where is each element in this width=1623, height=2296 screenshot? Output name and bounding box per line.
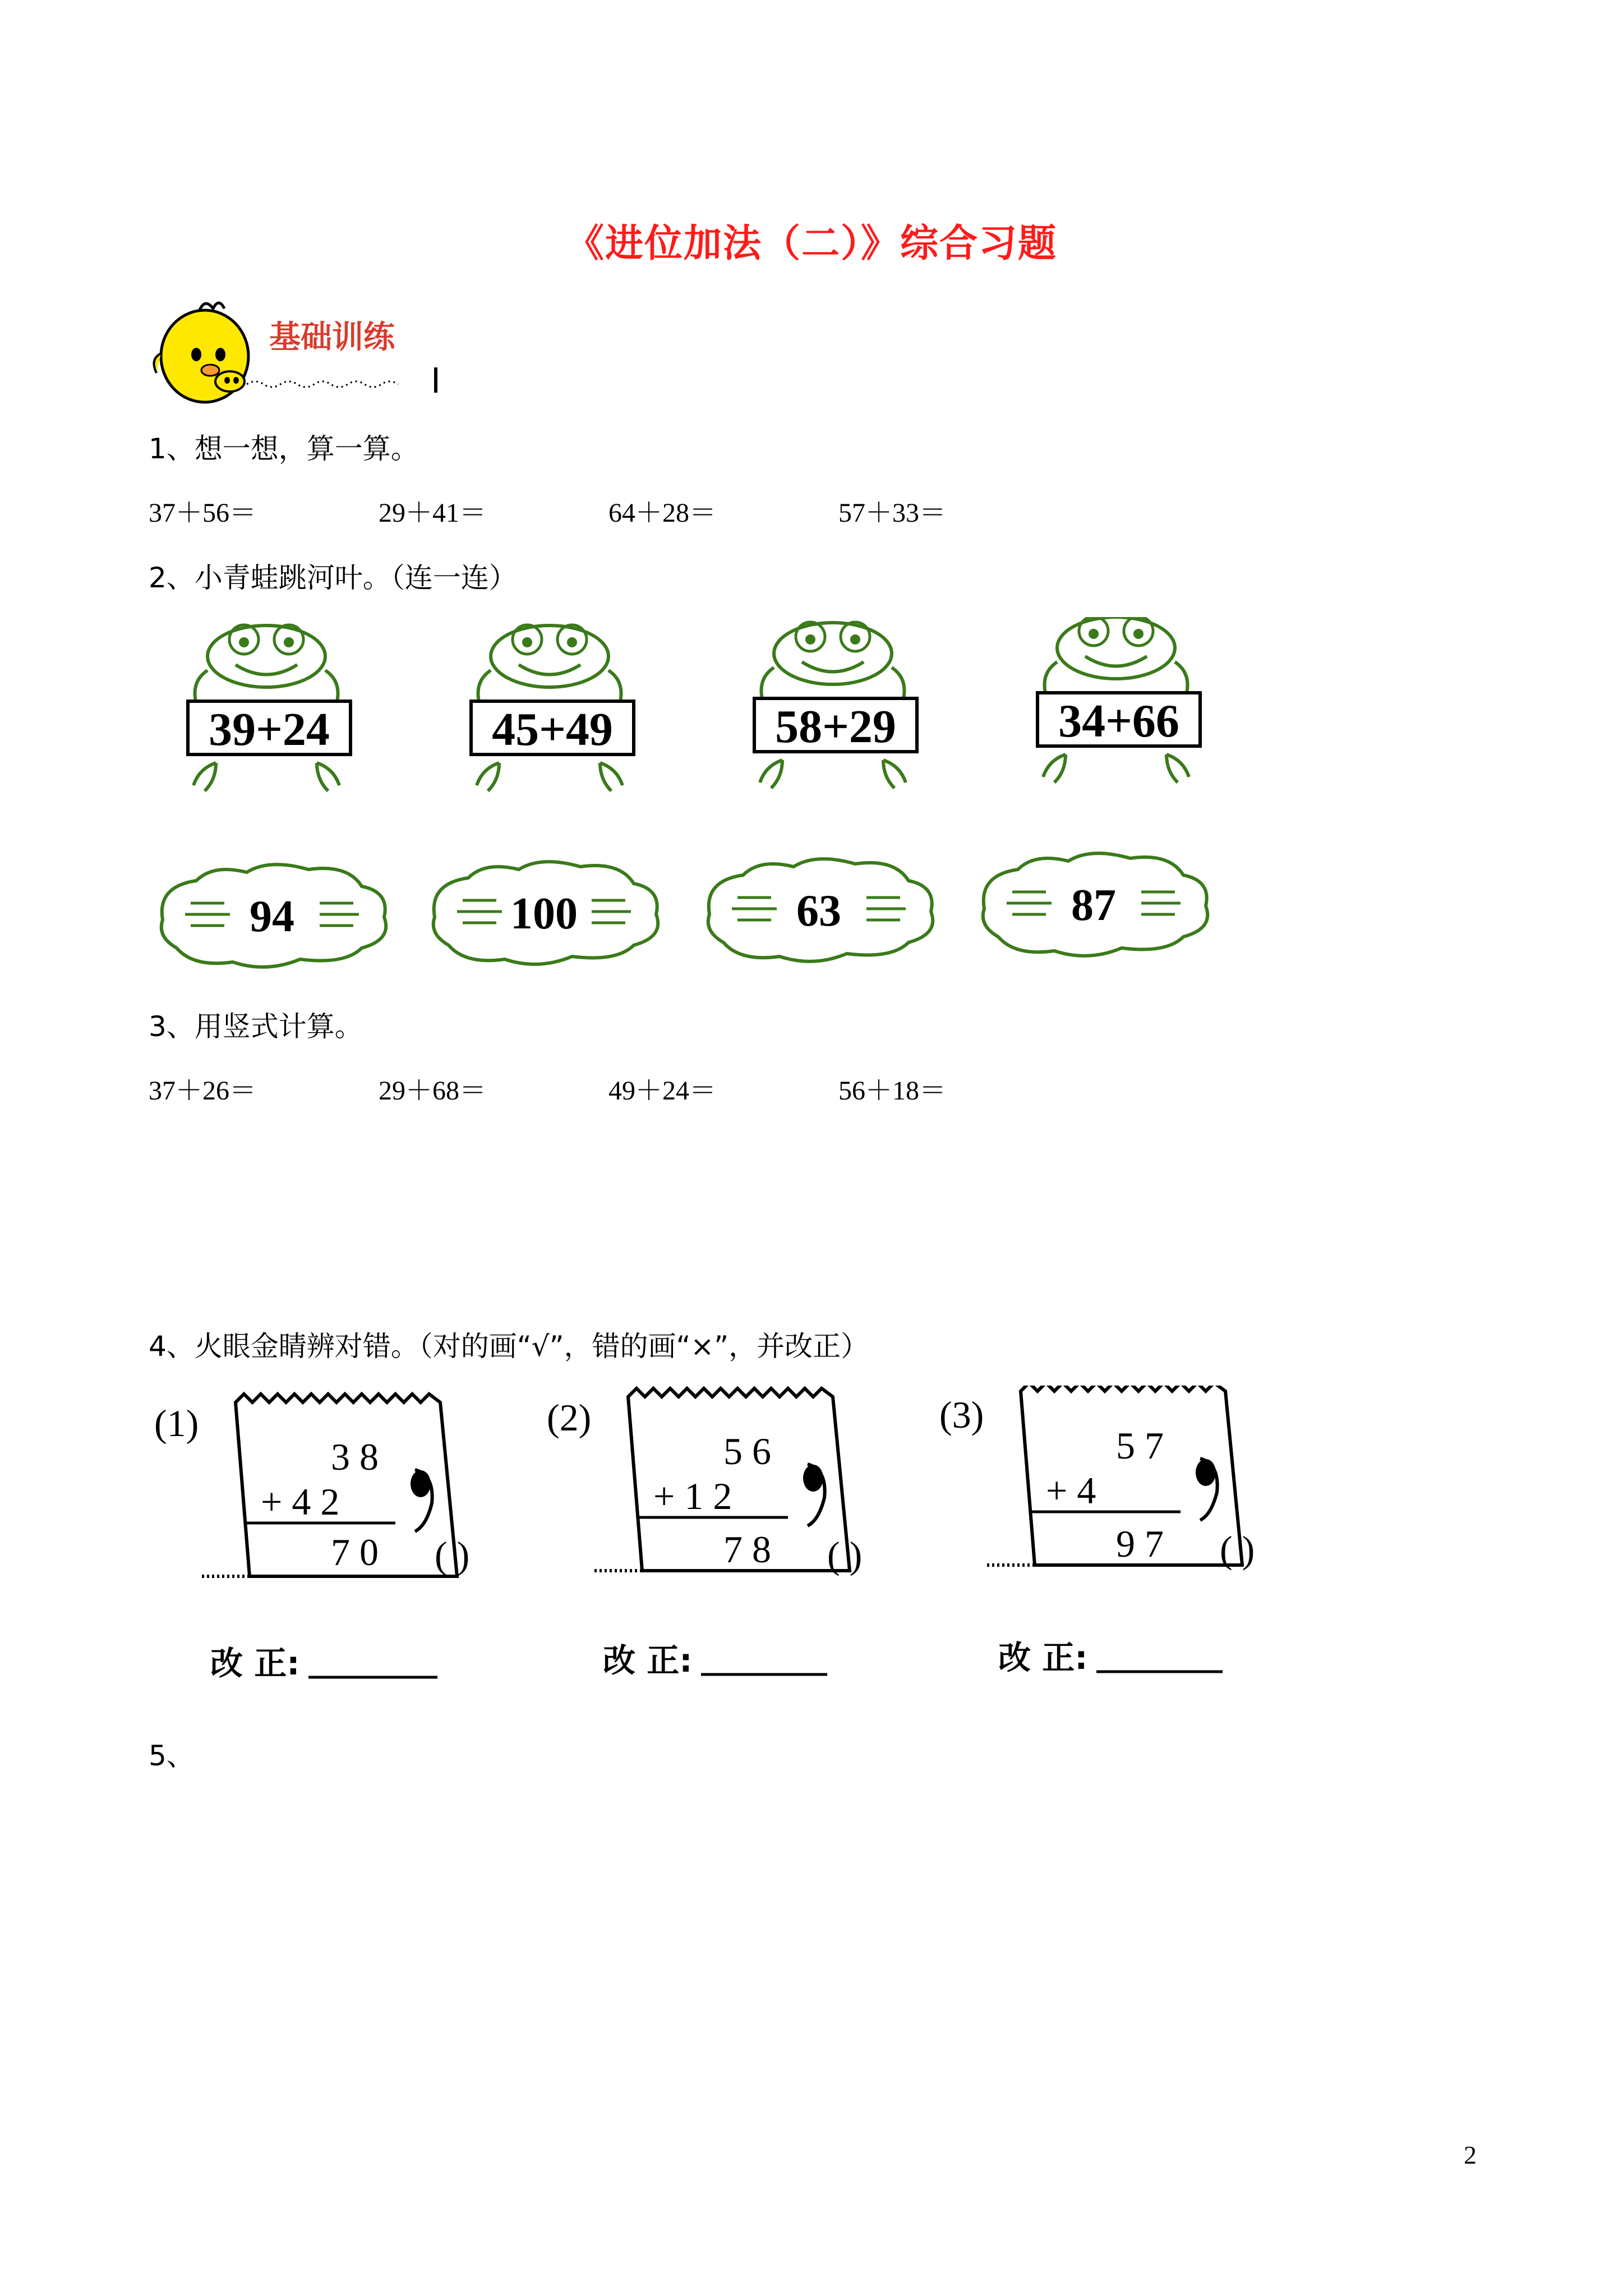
- problem-2-correction: 改 正:: [603, 1641, 693, 1680]
- q1-item-1: 37＋56＝: [149, 498, 257, 528]
- leaf-1-label: 94: [250, 892, 294, 941]
- problem-2-result: 7 8: [723, 1528, 771, 1571]
- frog-1-label: 39+24: [209, 703, 330, 756]
- problem-3-bottom: + 4: [1046, 1469, 1096, 1512]
- problem-3-answer[interactable]: ( ): [1220, 1528, 1255, 1571]
- q5-heading: 5、: [149, 1740, 195, 1772]
- frog-2[interactable]: [471, 625, 634, 791]
- problem-2-answer[interactable]: ( ): [827, 1534, 863, 1576]
- problem-1-answer[interactable]: ( ): [435, 1534, 470, 1576]
- leaf-2[interactable]: [434, 862, 658, 964]
- page-number: 2: [1464, 2141, 1477, 2169]
- frog-4[interactable]: [1038, 617, 1200, 783]
- q1-item-3: 64＋28＝: [608, 498, 717, 528]
- leaf-1[interactable]: [162, 864, 386, 967]
- leaf-4[interactable]: [983, 853, 1207, 956]
- problem-1-bottom: + 4 2: [261, 1480, 340, 1523]
- q4-problems: [146, 1386, 1352, 1700]
- q1-item-2: 29＋41＝: [379, 498, 487, 528]
- problem-2-top: 5 6: [723, 1430, 771, 1473]
- problem-2-bottom: + 1 2: [653, 1475, 732, 1517]
- frog-3[interactable]: [754, 622, 917, 788]
- problem-2-label: (2): [547, 1396, 592, 1439]
- frog-4-label: 34+66: [1058, 695, 1179, 747]
- problem-2: [547, 1388, 862, 1680]
- page-title: 《进位加法（二）》综合习题: [565, 222, 1057, 266]
- q3-item-4: 56＋18＝: [838, 1076, 947, 1106]
- problem-1: [154, 1394, 469, 1682]
- q4-heading: 4、火眼金睛辨对错。（对的画“√”，错的画“×”，并改正）: [149, 1330, 869, 1363]
- frog-row: [146, 617, 1267, 976]
- chick-icon: [154, 303, 249, 402]
- problem-3-top: 5 7: [1116, 1424, 1164, 1467]
- frog-1[interactable]: [188, 625, 351, 791]
- problem-3-label: (3): [939, 1393, 984, 1436]
- leaf-2-label: 100: [510, 889, 578, 938]
- problem-3-result: 9 7: [1116, 1522, 1164, 1565]
- leaf-4-label: 87: [1071, 881, 1116, 930]
- q3-item-3: 49＋24＝: [608, 1076, 717, 1106]
- leaf-3[interactable]: [708, 859, 933, 961]
- q2-heading: 2、小青蛙跳河叶。（连一连）: [149, 562, 517, 594]
- q3-item-2: 29＋68＝: [379, 1076, 487, 1106]
- problem-1-label: (1): [154, 1402, 199, 1444]
- problem-1-correction: 改 正:: [210, 1644, 300, 1682]
- q3-item-1: 37＋26＝: [149, 1076, 257, 1106]
- q3-heading: 3、用竖式计算。: [149, 1010, 363, 1043]
- problem-1-result: 7 0: [331, 1531, 379, 1573]
- leaf-3-label: 63: [796, 886, 841, 936]
- frog-3-label: 58+29: [775, 701, 896, 753]
- frog-2-label: 45+49: [492, 703, 613, 756]
- q1-item-4: 57＋33＝: [838, 498, 947, 528]
- problem-3-correction: 改 正:: [998, 1639, 1088, 1677]
- section-badge: [149, 292, 451, 404]
- problem-1-top: 3 8: [331, 1435, 379, 1478]
- badge-label: 基础训练: [269, 319, 395, 356]
- q1-heading: 1、想一想，算一算。: [149, 432, 419, 465]
- problem-3: [939, 1386, 1255, 1677]
